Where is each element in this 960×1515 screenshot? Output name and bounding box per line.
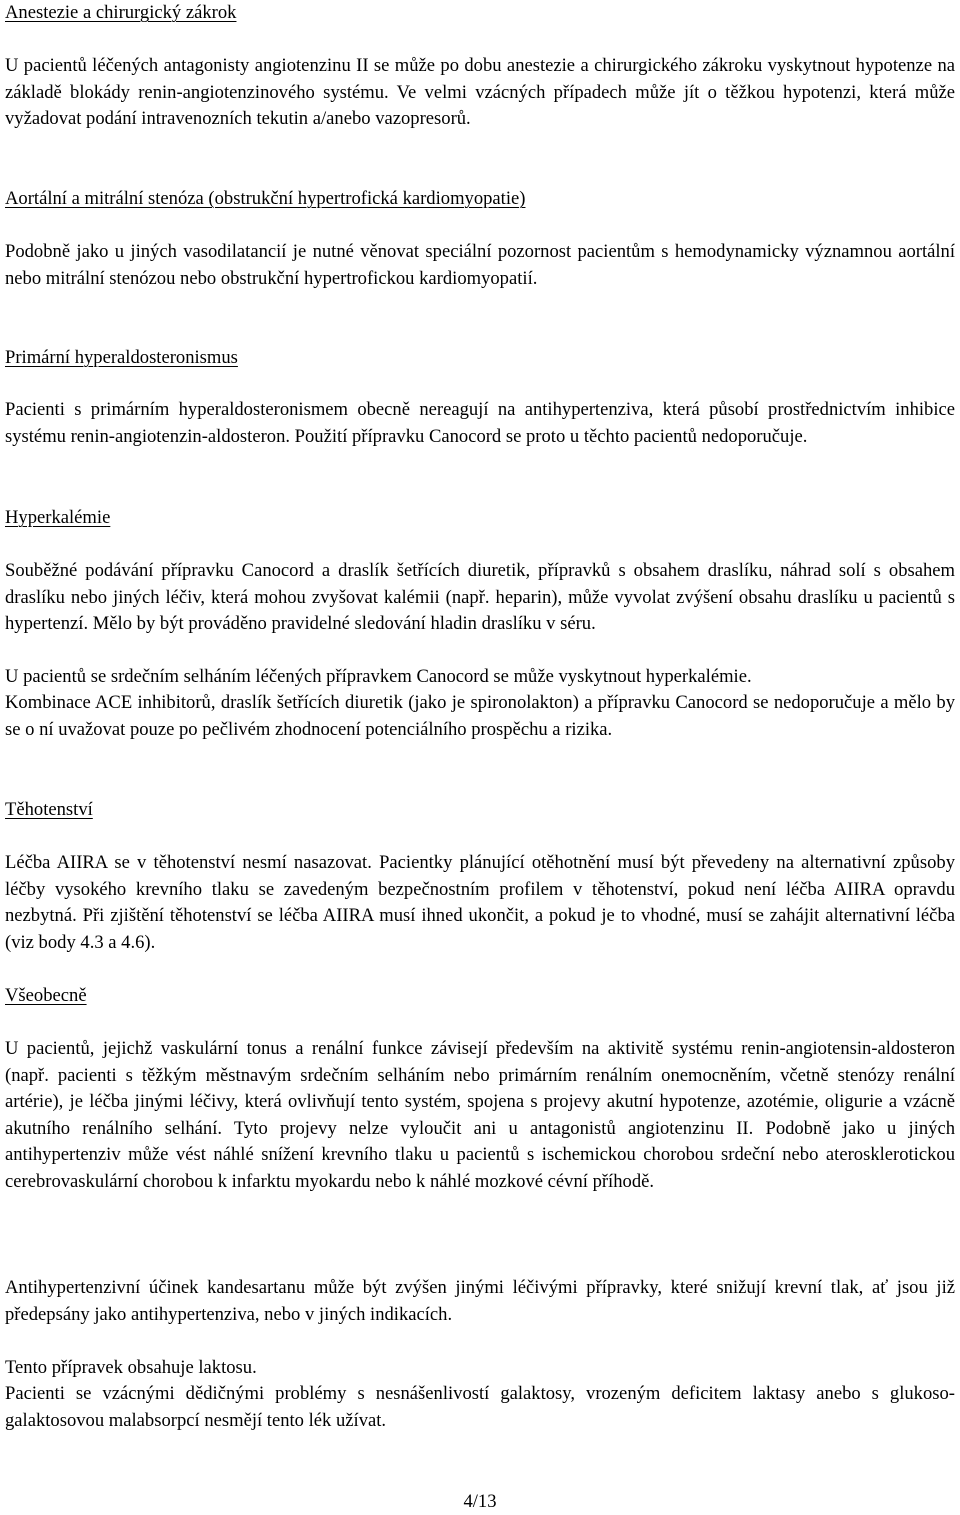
heading-stenosis: Aortální a mitrální stenóza (obstrukční hypertrofická kardiomyopatie) [5, 188, 526, 209]
heading-pregnancy: Těhotenství [5, 799, 93, 820]
heading-general: Všeobecně [5, 985, 87, 1006]
heading-hyperkalemia: Hyperkalémie [5, 507, 111, 528]
paragraph-pregnancy: Léčba AIIRA se v těhotenství nesmí nasazovat. Pacientky plánující otěhotnění musí být převedeny na alternativní způsoby léčby vysokého krevního tlaku se zavedeným bezpečnostním profilem v těhotenství, pokud není léčba AIIRA opravdu nezbytná. Při zjištění těhotenství se léčba AIIRA musí ihned ukončit, a pokud je to vhodné, musí se zahájit alternativní léčba (viz body 4.3 a 4.6). [5, 852, 955, 953]
paragraph-anesthesia: U pacientů léčených antagonisty angiotenzinu II se může po dobu anestezie a chirurgického zákroku vyskytnout hypotenze na základě blokády renin-angiotenzinového systému. Ve velmi vzácných případech může jít o těžkou hypotenzi, která může vyžadovat podání intravenozních tekutin a/anebo vazopresorů. [5, 55, 955, 130]
paragraph-lactose-2: Pacienti se vzácnými dědičnými problémy s nesnášenlivostí galaktosy, vrozeným deficitem laktasy anebo s glukoso-galaktosovou malabsorpcí nesmějí tento lék užívat. [5, 1383, 955, 1431]
paragraph-hyperkalemia-3: Kombinace ACE inhibitorů, draslík šetřících diuretik (jako je spironolakton) a přípravku Canocord se nedoporučuje a mělo by se o ní uvažovat pouze po pečlivém zhodnocení potenciálního prospěchu a rizika. [5, 692, 955, 740]
paragraph-hyperkalemia-2: U pacientů se srdečním selháním léčených přípravkem Canocord se může vyskytnout hyperkalémie. [5, 666, 752, 687]
heading-hyperaldosteronism: Primární hyperaldosteronismus [5, 347, 238, 368]
paragraph-stenosis: Podobně jako u jiných vasodilatancií je nutné věnovat speciální pozornost pacientům s hemodynamicky významnou aortální nebo mitrální stenózou nebo obstrukční hypertrofickou kardiomyopatií. [5, 241, 955, 289]
page-number: 4/13 [463, 1491, 497, 1512]
paragraph-general-2: Antihypertenzivní účinek kandesartanu může být zvýšen jinými léčivými přípravky, které snižují krevní tlak, ať jsou již předepsány jako antihypertenziva, nebo v jiných indikacích. [5, 1277, 955, 1325]
heading-anesthesia: Anestezie a chirurgický zákrok [5, 2, 237, 23]
paragraph-hyperaldosteronism: Pacienti s primárním hyperaldosteronismem obecně nereagují na antihypertenziva, která působí prostřednictvím inhibice systému renin-angiotenzin-aldosteron. Použití přípravku Canocord se proto u těchto pacientů nedoporučuje. [5, 399, 955, 447]
paragraph-general-1: U pacientů, jejichž vaskulární tonus a renální funkce závisejí především na aktivitě systému renin-angiotensin-aldosteron (např. pacienti s těžkým městnavým srdečním selháním nebo primárním renálním onemocněním, včetně stenózy renální artérie), je léčba jinými léčivy, která ovlivňují tento systém, spojena s projevy akutní hypotenze, azotémie, oligurie a vzácně akutního renálního selhání. Tyto projevy nelze vyloučit ani u antagonistů angiotenzinu II. Podobně jako u jiných antihypertenziv může vést náhlé snížení krevního tlaku u pacientů s ischemickou chorobou srdeční nebo aterosklerotickou cerebrovaskulární chorobou k infarktu myokardu nebo k náhlé mozkové cévní příhodě. [5, 1038, 955, 1192]
paragraph-hyperkalemia-1: Souběžné podávání přípravku Canocord a draslík šetřících diuretik, přípravků s obsahem draslíku, náhrad solí s obsahem draslíku nebo jiných léčiv, která mohou zvyšovat kalémii (např. heparin), může vyvolat zvýšení obsahu draslíku u pacientů s hypertenzí. Mělo by být prováděno pravidelné sledování hladin draslíku v séru. [5, 560, 955, 635]
paragraph-lactose-1: Tento přípravek obsahuje laktosu. [5, 1357, 257, 1378]
